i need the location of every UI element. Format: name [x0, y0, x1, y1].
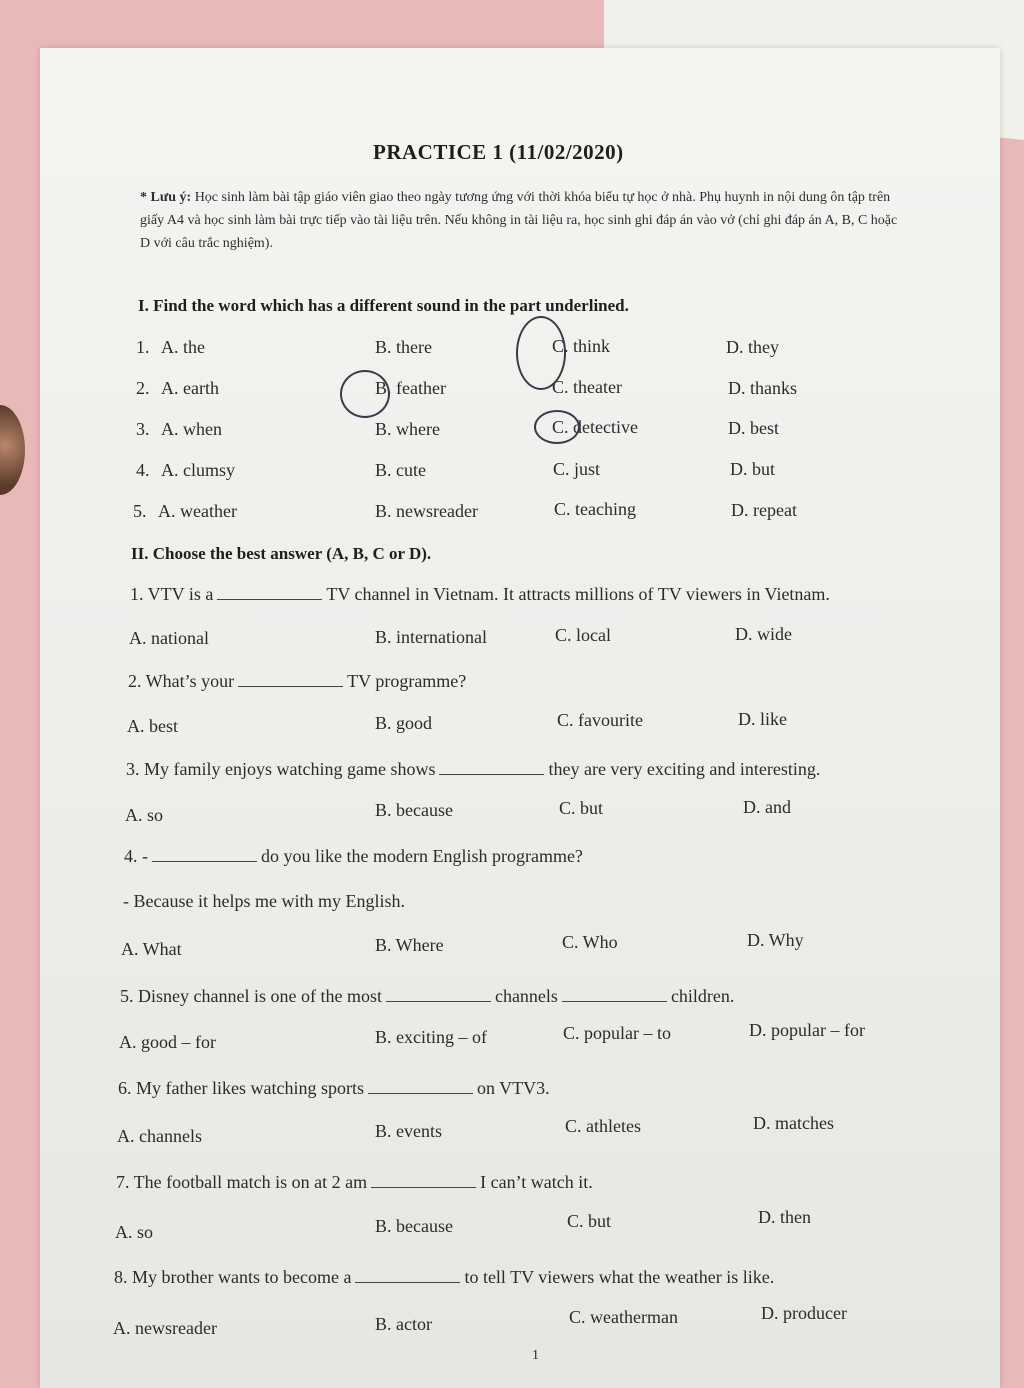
stem-text: channels [494, 986, 558, 1006]
stem-text: 2. What’s your [128, 671, 235, 691]
option-d: D. thanks [728, 378, 797, 398]
question-stem [114, 1267, 774, 1288]
question-stem [124, 846, 583, 867]
option-d: D. repeat [731, 500, 797, 520]
option-a: A. so [125, 805, 164, 825]
option-d: D. producer [761, 1303, 847, 1323]
option-c: C. athletes [565, 1116, 641, 1136]
stem-text: on VTV3. [476, 1078, 550, 1098]
option-c: C. local [555, 625, 611, 645]
stem-text: 8. My brother wants to become a [114, 1267, 352, 1287]
option-c: C. Who [562, 932, 618, 952]
question-stem [120, 986, 734, 1007]
stem-text: TV channel in Vietnam. It attracts millions of TV viewers in Vietnam. [326, 584, 830, 604]
option-b: B. because [375, 1216, 453, 1236]
option-b: B. good [375, 713, 433, 733]
stem-text: 4. - [124, 846, 148, 866]
option-c: C. but [567, 1211, 612, 1231]
option-c: C. think [552, 336, 611, 356]
answer-blank [439, 760, 544, 775]
option-d: D. but [730, 459, 775, 479]
answer-blank [238, 672, 343, 687]
option-a: A. so [115, 1222, 154, 1242]
option-d: D. then [758, 1207, 811, 1227]
option-d: D. popular – for [749, 1020, 865, 1040]
stem-text: 6. My father likes watching sports [118, 1078, 364, 1098]
section1-heading: I. Find the word which has a different sound in the part underlined. [138, 296, 629, 315]
answer-circle-mark [516, 316, 566, 390]
answer-blank [386, 987, 491, 1002]
note-label: * Lưu ý: [140, 190, 192, 205]
option-b: B. international [375, 627, 487, 647]
option-b: B. there [375, 337, 432, 357]
section2-heading: II. Choose the best answer (A, B, C or D). [131, 544, 432, 563]
answer-blank [355, 1268, 460, 1283]
option-b: B. because [375, 800, 453, 820]
option-c: C. but [559, 798, 604, 818]
option-b: B. cute [375, 460, 426, 480]
answer-circle-mark [340, 370, 390, 418]
question-stem [118, 1078, 550, 1099]
answer-blank [217, 585, 322, 600]
option-c: C. theater [552, 377, 622, 397]
answer-blank [562, 987, 667, 1002]
question-stem [126, 759, 820, 780]
page-number: 1 [532, 1348, 539, 1363]
note-text: Học sinh làm bài tập giáo viên giao theo ngày tương ứng với thời khóa biểu tự học ở nhà. Phụ huynh in nội dung ôn tập trên giấy A4 và học sinh làm bài trực tiếp vào tài liệu trên. Nếu không in tài liệu ra, học sinh ghi đáp án vào vở (chỉ ghi đáp án A, B, C hoặc D với câu trắc nghiệm). [140, 190, 898, 251]
question-number: 1. [136, 337, 150, 357]
option-b: B. exciting – of [375, 1027, 487, 1047]
option-c: C. popular – to [563, 1023, 671, 1043]
stem-text: do you like the modern English programme? [261, 846, 583, 866]
option-a: A. What [121, 939, 182, 959]
stem-text: 7. The football match is on at 2 am [116, 1172, 368, 1192]
option-d: D. matches [753, 1113, 834, 1133]
option-a: A. best [127, 716, 178, 736]
page-title: PRACTICE 1 (11/02/2020) [373, 140, 624, 164]
stem-text: TV programme? [347, 671, 467, 691]
option-d: D. and [743, 797, 791, 817]
question-stem-line2: - Because it helps me with my English. [123, 891, 405, 911]
stem-text: they are very exciting and interesting. [548, 759, 821, 779]
option-a: A. the [161, 337, 205, 357]
answer-blank [368, 1079, 473, 1094]
stem-text: to tell TV viewers what the weather is like. [464, 1267, 775, 1287]
stem-text: I can’t watch it. [480, 1172, 593, 1192]
question-number: 3. [136, 419, 150, 439]
option-a: A. channels [117, 1126, 202, 1146]
option-b: B. feather [375, 378, 446, 398]
option-c: C. just [553, 459, 601, 479]
option-b: B. where [375, 419, 440, 439]
stem-text: 3. My family enjoys watching game shows [126, 759, 436, 779]
option-b: B. Where [375, 935, 444, 955]
option-b: B. actor [375, 1314, 432, 1334]
question-number: 5. [133, 501, 147, 521]
question-number: 4. [136, 460, 150, 480]
question-stem [116, 1172, 593, 1193]
option-a: A. weather [158, 501, 237, 521]
option-c: C. favourite [557, 710, 643, 730]
option-d: D. best [728, 418, 779, 438]
option-c: C. detective [552, 417, 638, 437]
option-c: C. teaching [554, 499, 636, 519]
question-number: 2. [136, 378, 150, 398]
option-b: B. events [375, 1121, 442, 1141]
note-paragraph [140, 186, 900, 255]
option-d: D. wide [735, 624, 792, 644]
stem-text: 1. VTV is a [130, 584, 214, 604]
thumb-photo [0, 405, 25, 495]
option-a: A. earth [161, 378, 219, 398]
question-stem [130, 584, 830, 605]
option-b: B. newsreader [375, 501, 478, 521]
worksheet-page [40, 48, 1000, 1388]
question-stem [128, 671, 466, 692]
option-d: D. like [738, 709, 787, 729]
stem-text: children. [670, 986, 735, 1006]
option-d: D. they [726, 337, 779, 357]
option-a: A. good – for [119, 1032, 216, 1052]
option-a: A. newsreader [113, 1318, 217, 1338]
option-c: C. weatherman [569, 1307, 678, 1327]
stem-text: 5. Disney channel is one of the most [120, 986, 382, 1006]
option-a: A. national [129, 628, 209, 648]
option-d: D. Why [747, 930, 804, 950]
answer-blank [152, 847, 257, 862]
option-a: A. when [161, 419, 222, 439]
option-a: A. clumsy [161, 460, 235, 480]
answer-blank [371, 1173, 476, 1188]
answer-circle-mark [534, 410, 580, 444]
